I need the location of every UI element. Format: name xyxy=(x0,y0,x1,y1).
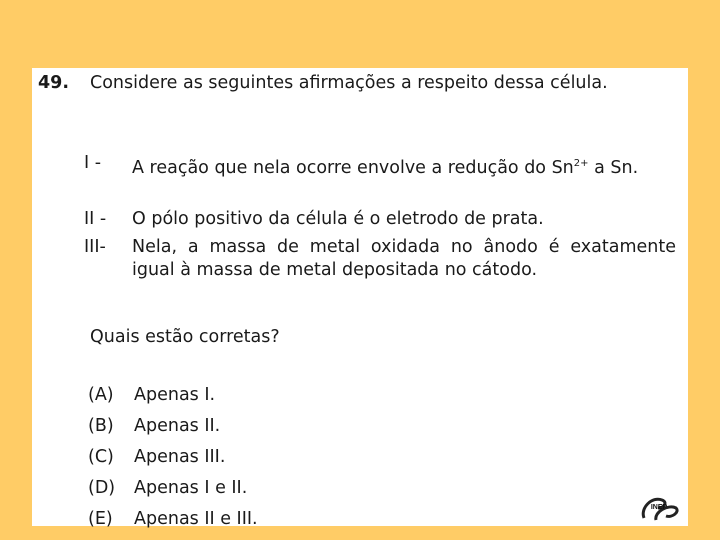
option-c xyxy=(88,442,258,473)
statement-text-part: a Sn. xyxy=(588,157,639,178)
statement-label: I - xyxy=(84,153,102,173)
option-letter: (C) xyxy=(88,447,114,467)
statement-i xyxy=(84,152,676,180)
statement-text-part: A reação que nela ocorre envolve a redução do Sn xyxy=(132,157,574,178)
option-letter: (D) xyxy=(88,478,116,498)
option-letter: (B) xyxy=(88,416,114,436)
logo-label: INEP xyxy=(650,504,668,511)
option-text: Apenas I. xyxy=(134,385,216,405)
statement-label: III- xyxy=(84,237,106,257)
option-text: Apenas II e III. xyxy=(134,509,258,529)
statement-text: Nela, a massa de metal oxidada no ânodo é exatamente igual à massa de metal depositada no cátodo. xyxy=(132,237,676,280)
inep-logo-graphic xyxy=(638,492,680,524)
option-letter: (E) xyxy=(88,509,113,529)
charge-superscript: 2+ xyxy=(573,158,589,169)
option-a xyxy=(88,380,258,411)
question-number: 49. xyxy=(38,73,70,93)
answer-options xyxy=(88,380,258,535)
option-text: Apenas I e II. xyxy=(134,478,248,498)
option-e xyxy=(88,504,258,535)
statement-text xyxy=(132,152,676,180)
question-text: Considere as seguintes afirmações a respeito dessa célula. xyxy=(90,73,608,93)
option-text: Apenas III. xyxy=(134,447,226,467)
question-sheet xyxy=(32,68,688,529)
question-prompt: Quais estão corretas? xyxy=(90,327,280,347)
statement-iii xyxy=(84,236,676,282)
option-letter: (A) xyxy=(88,385,114,405)
statement-label: II - xyxy=(84,209,107,229)
option-text: Apenas II. xyxy=(134,416,221,436)
option-d xyxy=(88,473,258,504)
option-b xyxy=(88,411,258,442)
statement-text: O pólo positivo da célula é o eletrodo de prata. xyxy=(132,209,544,229)
statement-ii xyxy=(84,208,676,231)
question-header xyxy=(38,72,680,95)
inep-logo-icon xyxy=(638,492,680,524)
